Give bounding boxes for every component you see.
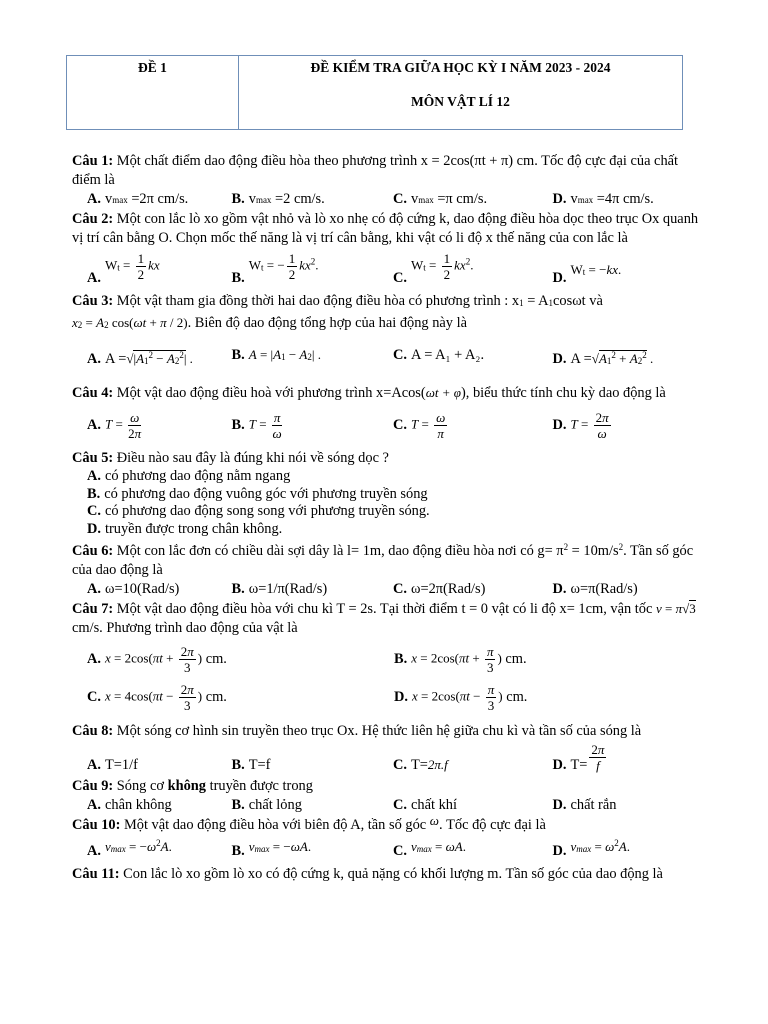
question-1 [72, 152, 702, 190]
option-a[interactable]: A. ω=10(Rad/s) [87, 581, 180, 597]
exam-content [72, 152, 702, 884]
option-d[interactable]: D. Wt = −kx. [552, 262, 622, 286]
option-b[interactable]: B. T=f [231, 757, 271, 773]
option-c[interactable]: C. v max =π cm/s. [393, 191, 488, 207]
question-4-options [72, 403, 702, 447]
option-a[interactable]: A. chân không [87, 797, 172, 813]
option-d[interactable]: D. $vmax = \omega^2A$. [552, 838, 630, 859]
question-7-options-cd [72, 678, 702, 716]
option-a[interactable]: A. T=1/f [87, 757, 138, 773]
option-b[interactable]: B. có phương dao động vuông góc với phương truyền sóng [87, 485, 428, 502]
option-d[interactable]: D. v max =4π cm/s. [552, 191, 654, 207]
question-2-options [72, 248, 702, 288]
question-3-options [72, 343, 702, 373]
question-8-options [72, 741, 702, 775]
question-6: Câu 6: Một con lắc đơn có chiều dài sợi dây là l= 1m, dao động điều hòa nơi có $g= \pi^2 = 10m/s^2$. Tần số góc của dao động là [72, 542, 694, 578]
question-label: Câu 3: [72, 293, 114, 309]
question-10: Câu 10: Một vật dao động điều hòa với biên độ A, tần số góc ω. Tốc độ cực đại là [72, 813, 546, 833]
option-a[interactable]: A. $vmax = -\omega^2A$. [87, 838, 172, 859]
option-c[interactable]: C. T = $\frac{\omega}{\pi}$ [393, 409, 446, 441]
option-c[interactable]: C. Wt = $\frac{1}{2}$ $kx^2$. [393, 251, 474, 286]
option-c[interactable]: C. ω=2π(Rad/s) [393, 581, 486, 597]
option-c[interactable]: C. A = A₁ + A₂. [393, 347, 485, 363]
option-c[interactable]: C. x = 4cos(πt − $\frac{2\pi}{3}$ ) cm. [87, 681, 227, 713]
question-9: Câu 9: Sóng cơ không truyền được trong [72, 778, 313, 794]
option-b[interactable]: B. v max =2 cm/s. [231, 191, 325, 207]
question-label: Câu 1: [72, 153, 114, 169]
option-b[interactable]: B. Wt = − $\frac{1}{2}$ $kx^2$. [231, 251, 319, 286]
exam-subject: MÔN VẬT LÍ 12 [411, 94, 510, 109]
question-label: Câu 7: [72, 601, 114, 617]
option-a[interactable]: A. x = 2cos(πt + $\frac{2\pi}{3}$ ) cm. [87, 643, 227, 675]
option-c[interactable]: C. chất khí [393, 797, 457, 813]
option-c[interactable]: C. vmax = ωA. [393, 839, 466, 859]
question-4: Câu 4: Một vật dao động điều hoà với phương trình x=Acos(ωt + φ), biểu thức tính chu kỳ dao động là [72, 385, 666, 401]
option-b[interactable]: B. x = 2cos(πt + $\frac{\pi}{3}$ ) cm. [394, 643, 527, 675]
question-7-options-ab [72, 640, 702, 678]
option-d[interactable]: D. A = $√A1^2 + A2^2$ . [552, 350, 654, 367]
option-d[interactable]: D. ω=π(Rad/s) [552, 581, 638, 597]
question-text: Một con lắc lò xo gồm vật nhỏ và lò xo nhẹ có độ cứng k, dao động điều hòa dọc theo trục Ox quanh vị trí cân bằng O. Chọn mốc thế năng là vị trí cân bằng, khi vật có li độ x thế năng của con lắc là [72, 211, 699, 246]
option-a[interactable]: A. v max =2π cm/s. [87, 191, 189, 207]
question-8: Câu 8: Một sóng cơ hình sin truyền theo trục Ox. Hệ thức liên hệ giữa chu kì và tần số của sóng là [72, 723, 642, 739]
option-d[interactable]: D. truyền được trong chân không. [87, 520, 283, 537]
question-3: Câu 3: Một vật tham gia đồng thời hai dao động điều hòa có phương trình : x1 = A1cosωt và x2 = A2 cos(ωt + π / 2). Biên độ dao động tổng hợp của hai động này là [72, 293, 603, 331]
option-d[interactable]: D. chất rắn [552, 797, 617, 813]
option-a[interactable]: A. T = $\frac{\omega}{2\pi}$ [87, 409, 142, 441]
question-6-options [72, 580, 702, 599]
option-b[interactable]: B. vmax = −ωA. [231, 839, 312, 859]
option-a[interactable]: A. Wt = $\frac{1}{2}$ kx [87, 251, 160, 286]
question-label: Câu 10: [72, 817, 121, 833]
option-a[interactable]: A. A = $√|A1^2 - A2^2|$ . [87, 350, 193, 367]
question-5-options [72, 468, 702, 538]
question-label: Câu 2: [72, 211, 114, 227]
question-text: Một chất điểm dao động điều hòa theo phương trình x = 2cos(πt + π) cm. Tốc độ cực đại của chất điểm là [72, 153, 679, 188]
option-b[interactable]: B. A = |A1 − A2| . [231, 347, 321, 363]
option-b[interactable]: B. chất lỏng [231, 797, 302, 813]
option-c[interactable]: C. có phương dao động song song với phương truyền sóng. [87, 503, 430, 519]
question-5: Câu 5: Điều nào sau đây là đúng khi nói về sóng dọc ? [72, 450, 389, 466]
question-label: Câu 11: [72, 866, 120, 882]
option-d[interactable]: D. T = $\frac{2\pi}{\omega}$ [552, 409, 609, 441]
question-7: Câu 7: Một vật dao động điều hòa với chu kì T = 2s. Tại thời điểm t = 0 vật có li độ x= 1cm, vận tốc v = π√3 cm/s. Phương trình dao động của vật là [72, 601, 696, 636]
option-c[interactable]: C. T= 2π.f [393, 757, 448, 773]
exam-title: ĐỀ KIỂM TRA GIỮA HỌC KỲ I NĂM 2023 - 2024 [310, 60, 611, 75]
question-label: Câu 6: [72, 543, 114, 559]
option-b[interactable]: B. ω=1/π(Rad/s) [231, 581, 328, 597]
question-2 [72, 210, 702, 248]
exam-code: ĐỀ 1 [138, 60, 167, 75]
question-label: Câu 4: [72, 385, 114, 401]
option-d[interactable]: D. T= $\frac{2\pi}{f}$ [552, 742, 605, 773]
question-9-options [72, 796, 702, 815]
question-10-options [72, 835, 702, 863]
question-label: Câu 5: [72, 450, 114, 466]
exam-header [66, 55, 683, 130]
question-1-options [72, 190, 702, 210]
option-b[interactable]: B. T = $\frac{\pi}{\omega}$ [231, 409, 282, 441]
option-d[interactable]: D. x = 2cos(πt − $\frac{\pi}{3}$ ) cm. [394, 681, 528, 713]
question-label: Câu 8: [72, 723, 114, 739]
option-a[interactable]: A. có phương dao động nằm ngang [87, 468, 291, 484]
question-label: Câu 9: [72, 778, 114, 794]
question-11: Câu 11: Con lắc lò xo gồm lò xo có độ cứng k, quả nặng có khối lượng m. Tần số góc của dao động là [72, 866, 663, 882]
